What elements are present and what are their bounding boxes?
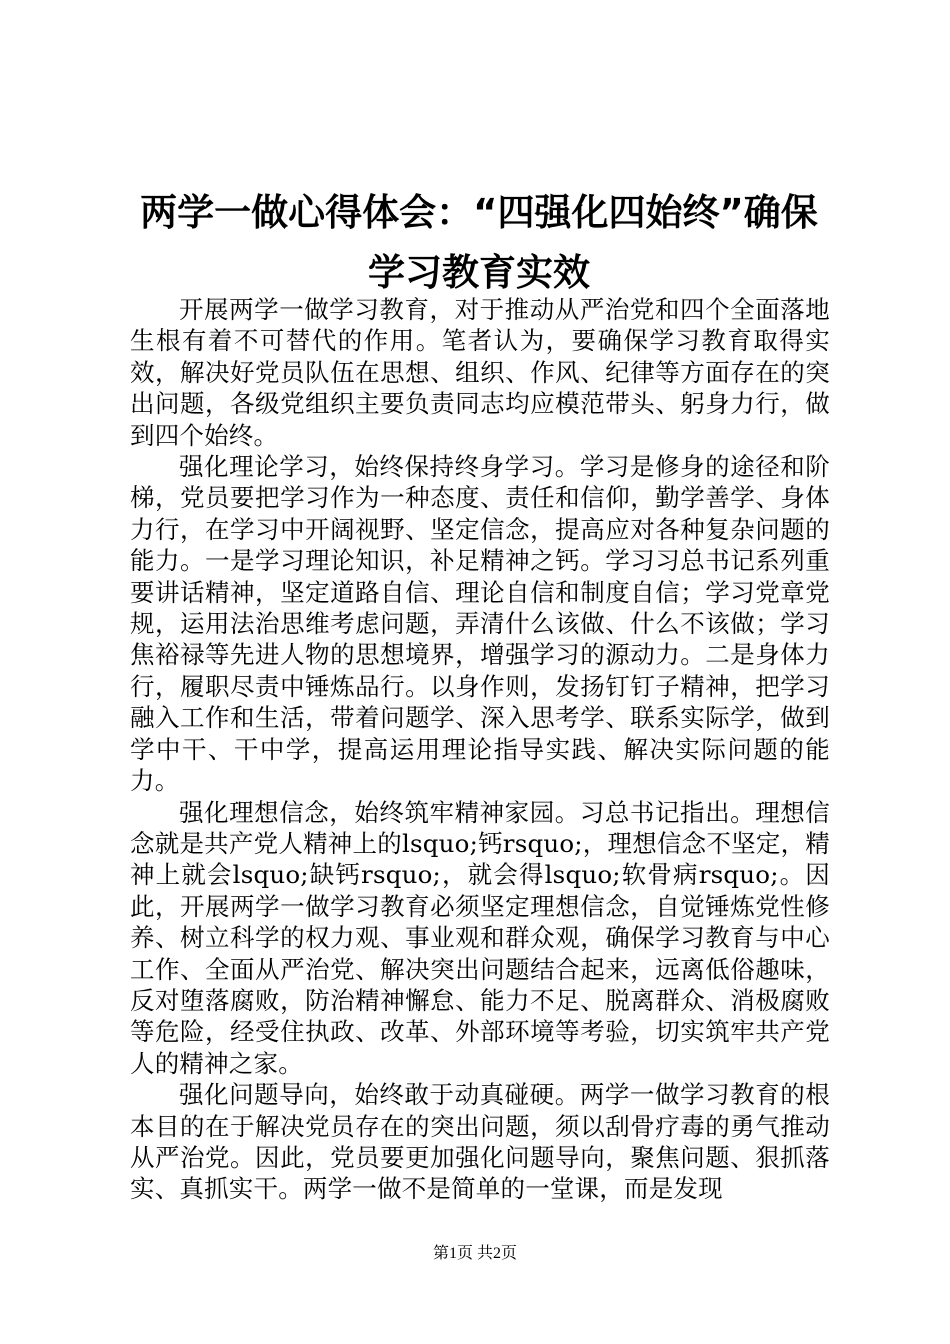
document-body [130,294,830,1205]
paragraph-ideals-beliefs: 强化理想信念，始终筑牢精神家园。习总书记指出。理想信念就是共产党人精神上的lsquo;钙rsquo;，理想信念不坚定，精神上就会lsquo;缺钙rsquo;，就会得lsquo;软骨病rsquo;。因此，开展两学一做学习教育必须坚定理想信念，自觉锤炼党性修养、树立科学的权力观、事业观和群众观，确保学习教育与中心工作、全面从严治党、解决突出问题结合起来，远离低俗趣味，反对堕落腐败，防治精神懈怠、能力不足、脱离群众、消极腐败等危险，经受住执政、改革、外部环境等考验，切实筑牢共产党人的精神之家。 [130,797,830,1078]
document-title: 两学一做心得体会：“四强化四始终”确保学习教育实效 [140,191,818,294]
page-number-footer: 第1页 共2页 [432,1245,517,1262]
paragraph-problem-orientation: 强化问题导向，始终敢于动真碰硬。两学一做学习教育的根本目的在于解决党员存在的突出问题，须以刮骨疗毒的勇气推动从严治党。因此，党员要更加强化问题导向，聚焦问题、狠抓落实、真抓实干。两学一做不是简单的一堂课，而是发现 [130,1080,830,1204]
paragraph-intro: 开展两学一做学习教育，对于推动从严治党和四个全面落地生根有着不可替代的作用。笔者认为，要确保学习教育取得实效，解决好党员队伍在思想、组织、作风、纪律等方面存在的突出问题，各级党组织主要负责同志均应模范带头、躬身力行，做到四个始终。 [130,295,830,450]
paragraph-theory-study: 强化理论学习，始终保持终身学习。学习是修身的途径和阶梯，党员要把学习作为一种态度、责任和信仰，勤学善学、身体力行，在学习中开阔视野、坚定信念，提高应对各种复杂问题的能力。一是学习理论知识，补足精神之钙。学习习总书记系列重要讲话精神，坚定道路自信、理论自信和制度自信；学习党章党规，运用法治思维考虑问题，弄清什么该做、什么不该做；学习焦裕禄等先进人物的思想境界，增强学习的源动力。二是身体力行，履职尽责中锤炼品行。以身作则，发扬钉钉子精神，把学习融入工作和生活，带着问题学、深入思考学、联系实际学，做到学中干、干中学，提高运用理论指导实践、解决实际问题的能力。 [130,452,830,796]
